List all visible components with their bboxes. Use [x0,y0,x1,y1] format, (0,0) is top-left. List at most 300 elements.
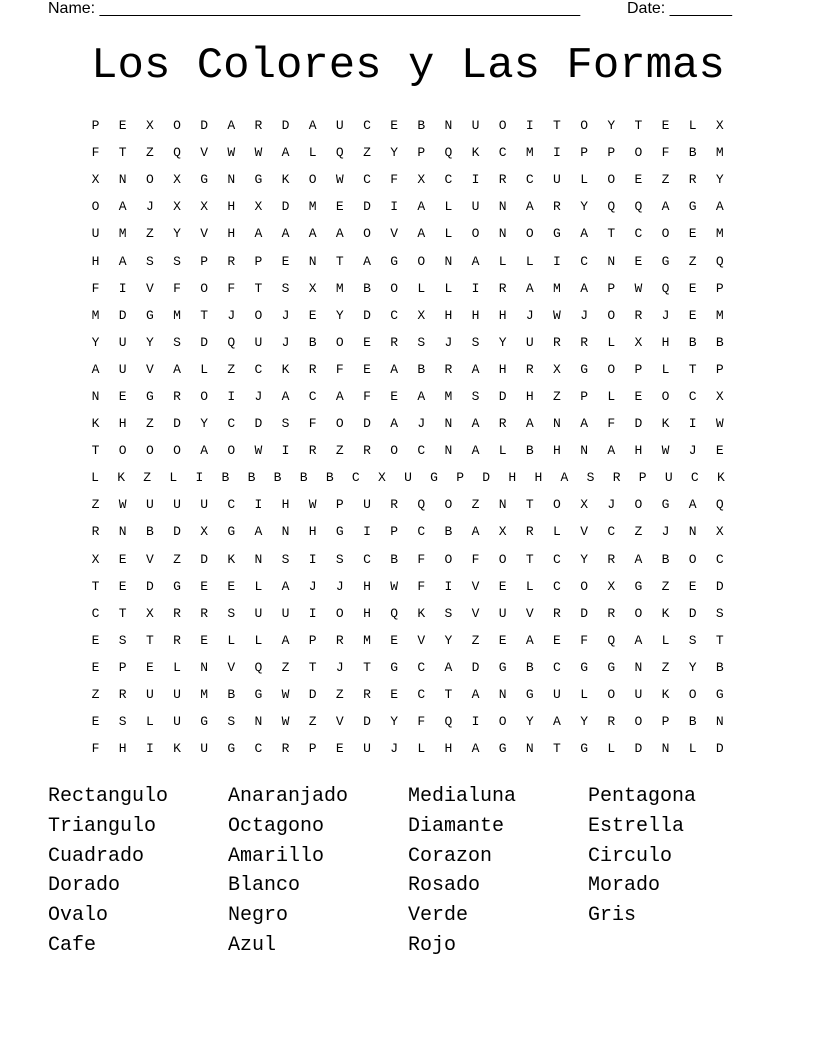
grid-letter: E [227,578,236,594]
grid-letter: E [390,632,399,648]
grid-letter: N [498,497,507,513]
grid-letter: G [661,497,670,513]
grid-letter: D [471,659,480,675]
grid-letter: A [525,416,534,432]
grid-letter: O [173,118,181,134]
grid-letter: I [227,388,236,404]
grid-letter: M [715,226,724,242]
grid-letter: T [634,118,643,134]
grid-letter: D [580,605,588,621]
grid-letter: Z [634,524,643,540]
grid-letter: M [91,307,100,323]
grid-letter: Z [471,632,480,648]
grid-letter: X [254,199,263,215]
grid-letter: L [580,687,588,703]
grid-row [82,193,734,220]
grid-letter: D [634,741,643,757]
grid-letter: O [200,388,209,404]
word-list-item: Triangulo [48,814,157,838]
grid-letter: A [634,632,643,648]
grid-row [82,627,734,654]
grid-letter: J [281,334,290,350]
grid-letter: V [145,551,154,567]
grid-letter: D [363,307,371,323]
grid-letter: R [553,605,561,621]
grid-letter: T [444,687,453,703]
grid-letter: N [200,659,209,675]
grid-letter: R [444,361,453,377]
grid-letter: O [335,416,344,432]
grid-letter: R [688,172,697,188]
grid-letter: C [553,578,561,594]
grid-letter: Y [607,118,616,134]
grid-letter: E [308,307,317,323]
grid-letter: Y [335,307,344,323]
grid-letter: D [715,578,724,594]
grid-letter: G [200,714,209,730]
grid-letter: A [91,361,100,377]
grid-letter: H [471,307,480,323]
grid-letter: V [200,226,209,242]
grid-letter: P [715,280,724,296]
grid-letter: J [227,307,236,323]
grid-letter: X [634,334,643,350]
grid-letter: Z [173,551,181,567]
grid-letter: O [390,443,399,459]
grid-letter: R [612,470,621,486]
grid-letter: O [607,687,616,703]
grid-row [82,491,734,518]
grid-letter: A [335,388,344,404]
grid-letter: I [308,605,317,621]
grid-letter: I [281,443,290,459]
grid-letter: T [91,578,100,594]
grid-letter: J [525,307,534,323]
grid-letter: S [688,632,697,648]
grid-letter: V [335,714,344,730]
grid-letter: R [580,334,588,350]
grid-letter: O [498,118,507,134]
grid-letter: E [498,578,507,594]
grid-letter: A [281,226,290,242]
grid-letter: P [607,145,616,161]
grid-letter: U [634,687,643,703]
grid-letter: M [525,145,534,161]
grid-letter: L [607,741,616,757]
grid-letter: X [553,361,561,377]
grid-letter: Q [227,334,236,350]
grid-letter: C [227,497,236,513]
grid-letter: X [173,172,181,188]
grid-letter: F [91,145,100,161]
grid-letter: K [117,470,126,486]
grid-letter: S [281,280,290,296]
grid-letter: B [417,118,426,134]
word-list-item: Azul [228,933,277,957]
grid-row [82,600,734,627]
grid-letter: V [200,145,209,161]
grid-letter: X [308,280,317,296]
grid-letter: T [335,253,344,269]
grid-letter: C [363,118,371,134]
grid-row [82,573,734,600]
grid-row [82,356,734,383]
grid-letter: R [363,687,371,703]
grid-letter: R [173,632,181,648]
grid-letter: G [390,659,399,675]
grid-letter: G [688,199,697,215]
grid-letter: L [145,714,154,730]
grid-row [82,166,734,193]
grid-letter: S [173,253,181,269]
grid-letter: O [634,497,643,513]
grid-letter: B [273,470,282,486]
grid-letter: J [254,388,263,404]
grid-letter: L [444,199,453,215]
grid-letter: K [91,416,100,432]
grid-letter: C [417,443,426,459]
grid-letter: N [688,524,697,540]
grid-letter: C [417,659,426,675]
grid-letter: F [607,416,616,432]
grid-letter: G [173,578,181,594]
grid-letter: E [661,118,670,134]
grid-letter: H [91,253,100,269]
grid-letter: C [498,145,507,161]
grid-letter: J [661,524,670,540]
grid-letter: X [377,470,386,486]
grid-letter: U [525,334,534,350]
grid-letter: D [363,714,371,730]
worksheet-header [48,0,748,20]
grid-letter: L [308,145,317,161]
grid-letter: A [254,524,263,540]
grid-letter: O [634,714,643,730]
grid-letter: L [607,388,616,404]
grid-letter: B [247,470,256,486]
grid-letter: G [580,361,588,377]
grid-letter: E [145,659,154,675]
grid-letter: J [580,307,588,323]
grid-letter: L [498,443,507,459]
grid-letter: T [118,605,127,621]
grid-letter: U [118,334,127,350]
grid-letter: K [661,416,670,432]
grid-letter: G [525,687,534,703]
grid-letter: V [390,226,399,242]
grid-letter: R [498,172,507,188]
grid-letter: H [498,307,507,323]
grid-letter: F [661,145,670,161]
word-list-item: Cuadrado [48,844,145,868]
grid-letter: Q [607,199,616,215]
grid-letter: N [227,172,236,188]
grid-letter: X [607,578,616,594]
grid-letter: Y [580,551,588,567]
grid-letter: E [688,280,697,296]
grid-letter: T [715,632,724,648]
grid-letter: Y [580,199,588,215]
grid-letter: S [227,714,236,730]
grid-letter: D [281,199,290,215]
grid-letter: C [634,226,643,242]
grid-letter: A [254,226,263,242]
grid-letter: U [91,226,100,242]
grid-letter: R [281,741,290,757]
grid-letter: E [335,741,344,757]
grid-letter: O [471,226,480,242]
grid-letter: P [308,741,317,757]
grid-letter: B [363,280,371,296]
grid-letter: E [390,687,399,703]
grid-letter: Z [145,145,154,161]
grid-letter: J [661,307,670,323]
grid-letter: Y [390,714,399,730]
grid-letter: B [715,659,724,675]
grid-letter: S [471,388,480,404]
grid-letter: A [580,280,588,296]
grid-letter: A [173,361,181,377]
grid-letter: I [553,145,561,161]
name-field: Name: ______________________________________________________ [48,0,581,17]
grid-letter: N [118,172,127,188]
grid-letter: B [325,470,334,486]
grid-letter: A [363,253,371,269]
grid-letter: D [308,687,317,703]
grid-letter: P [417,145,426,161]
grid-letter: R [498,416,507,432]
grid-letter: A [118,253,127,269]
grid-letter: U [335,118,344,134]
grid-letter: E [200,632,209,648]
grid-letter: O [335,334,344,350]
grid-letter: S [118,714,127,730]
grid-letter: N [498,226,507,242]
grid-letter: Q [444,714,453,730]
grid-letter: N [91,388,100,404]
grid-letter: I [471,280,480,296]
grid-letter: U [200,741,209,757]
grid-letter: O [607,307,616,323]
grid-letter: X [173,199,181,215]
grid-letter: V [580,524,588,540]
grid-letter: B [525,443,534,459]
grid-letter: L [580,172,588,188]
grid-letter: H [118,416,127,432]
word-list-item: Rojo [408,933,457,957]
grid-letter: S [173,334,181,350]
grid-letter: R [607,551,616,567]
grid-letter: Z [91,497,100,513]
grid-letter: B [525,659,534,675]
grid-letter: R [607,714,616,730]
grid-row [82,735,734,762]
grid-letter: G [661,253,670,269]
grid-letter: K [717,470,725,486]
grid-letter: X [498,524,507,540]
grid-letter: L [444,280,453,296]
grid-letter: T [308,659,317,675]
word-list-item: Diamante [408,814,505,838]
grid-letter: O [444,497,453,513]
grid-letter: Y [444,632,453,648]
grid-letter: V [471,605,480,621]
grid-letter: R [254,118,263,134]
grid-letter: E [363,334,371,350]
grid-letter: X [417,307,426,323]
word-list-item: Ovalo [48,904,109,928]
grid-letter: W [335,172,344,188]
grid-letter: R [200,605,209,621]
grid-letter: T [553,741,561,757]
grid-letter: K [173,741,181,757]
grid-letter: H [227,199,236,215]
grid-letter: P [308,632,317,648]
grid-letter: K [281,361,290,377]
grid-letter: C [688,388,697,404]
grid-letter: Y [173,226,181,242]
grid-letter: L [254,632,263,648]
grid-letter: I [195,470,204,486]
grid-letter: N [281,524,290,540]
grid-letter: I [145,741,154,757]
grid-letter: Z [335,687,344,703]
grid-letter: C [715,551,724,567]
grid-letter: O [580,118,588,134]
grid-letter: Q [715,497,724,513]
grid-letter: E [688,226,697,242]
grid-letter: H [281,497,290,513]
grid-letter: R [308,361,317,377]
grid-letter: M [173,307,181,323]
grid-letter: A [471,253,480,269]
grid-letter: P [335,497,344,513]
grid-letter: Y [200,416,209,432]
grid-letter: A [525,280,534,296]
grid-letter: B [417,361,426,377]
grid-letter: A [417,199,426,215]
grid-letter: G [553,226,561,242]
grid-letter: Q [607,632,616,648]
grid-letter: O [417,253,426,269]
word-list-item: Rosado [408,874,481,898]
grid-letter: K [661,605,670,621]
grid-letter: W [118,497,127,513]
grid-letter: R [634,307,643,323]
grid-letter: R [498,280,507,296]
grid-letter: Z [227,361,236,377]
grid-letter: V [145,280,154,296]
grid-letter: P [634,361,643,377]
grid-letter: P [91,118,100,134]
grid-letter: O [553,497,561,513]
grid-letter: Z [145,416,154,432]
grid-letter: A [335,226,344,242]
grid-letter: B [661,551,670,567]
grid-letter: Q [173,145,181,161]
grid-letter: E [91,714,100,730]
grid-letter: N [444,118,453,134]
grid-row [82,546,734,573]
grid-letter: G [634,578,643,594]
grid-letter: O [145,172,154,188]
grid-letter: A [200,443,209,459]
grid-letter: T [363,659,371,675]
grid-letter: H [553,443,561,459]
grid-letter: D [200,334,209,350]
grid-letter: C [690,470,699,486]
grid-letter: O [498,551,507,567]
grid-letter: Z [91,687,100,703]
grid-letter: J [335,578,344,594]
word-list-item: Morado [588,874,661,898]
grid-letter: G [580,741,588,757]
grid-letter: S [227,605,236,621]
grid-letter: P [607,280,616,296]
grid-letter: G [145,388,154,404]
grid-letter: R [118,687,127,703]
grid-letter: Q [254,659,263,675]
grid-letter: L [417,741,426,757]
grid-letter: U [664,470,673,486]
grid-letter: F [227,280,236,296]
grid-letter: G [227,741,236,757]
grid-letter: I [471,714,480,730]
grid-letter: R [390,334,399,350]
grid-letter: C [607,524,616,540]
grid-letter: B [227,687,236,703]
grid-letter: P [580,145,588,161]
grid-letter: N [254,551,263,567]
grid-letter: T [254,280,263,296]
grid-letter: A [118,199,127,215]
grid-letter: R [173,605,181,621]
grid-letter: X [91,172,100,188]
grid-letter: F [91,741,100,757]
word-list-item: Blanco [228,874,301,898]
grid-letter: H [444,307,453,323]
grid-letter: G [200,172,209,188]
grid-letter: S [281,551,290,567]
grid-letter: G [715,687,724,703]
grid-letter: L [417,280,426,296]
grid-letter: D [482,470,491,486]
grid-letter: E [281,253,290,269]
grid-letter: A [281,145,290,161]
grid-letter: X [715,388,724,404]
grid-letter: B [308,334,317,350]
grid-letter: E [335,199,344,215]
grid-row [82,139,734,166]
grid-letter: X [715,524,724,540]
grid-letter: D [200,551,209,567]
grid-letter: C [363,172,371,188]
grid-letter: A [525,632,534,648]
grid-letter: L [91,470,99,486]
grid-letter: C [363,551,371,567]
grid-letter: A [661,199,670,215]
grid-letter: H [634,443,643,459]
grid-letter: F [173,280,181,296]
grid-letter: I [553,253,561,269]
grid-letter: K [471,145,480,161]
grid-letter: V [417,632,426,648]
grid-letter: Z [145,226,154,242]
grid-letter: G [390,253,399,269]
grid-letter: W [308,497,317,513]
grid-row [82,681,734,708]
grid-letter: N [308,253,317,269]
